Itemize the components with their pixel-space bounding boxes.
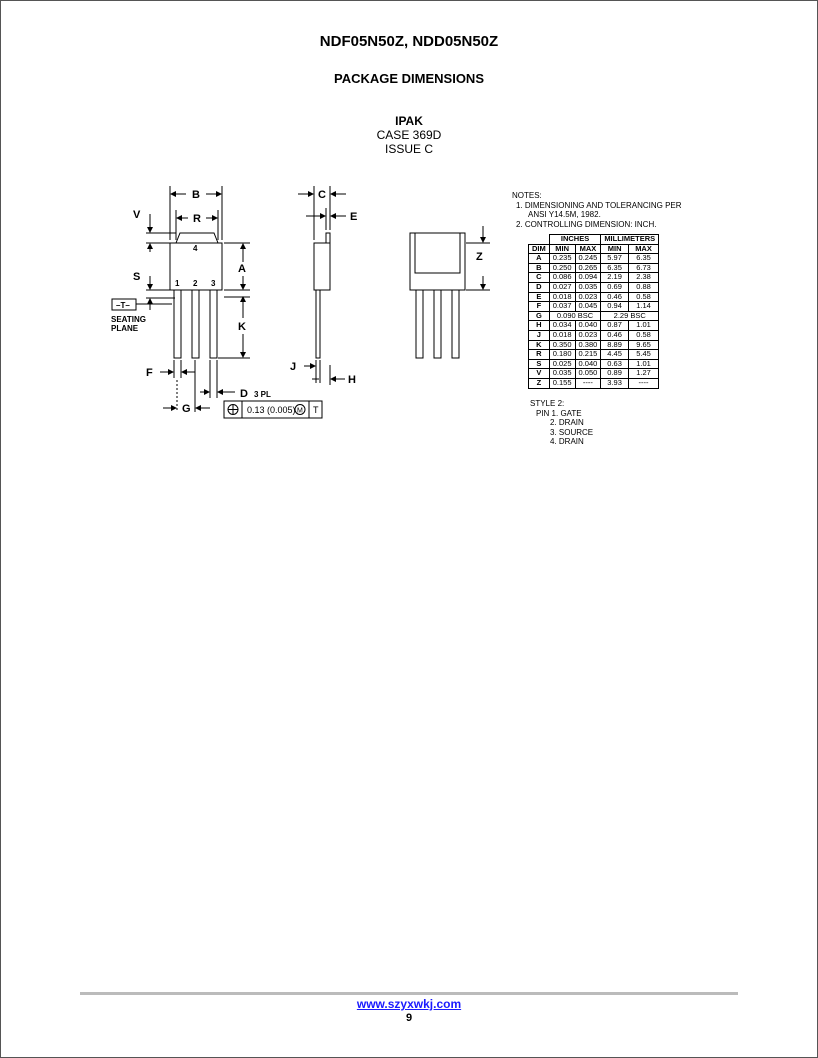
value-cell: 0.87 <box>601 321 629 331</box>
seating-label-2: PLANE <box>111 324 139 333</box>
value-cell: 0.265 <box>575 263 601 273</box>
value-cell: 0.018 <box>549 292 575 302</box>
package-name: IPAK <box>395 114 423 128</box>
style-pin-4: 4. DRAIN <box>550 437 584 446</box>
dim-cell: H <box>529 321 550 331</box>
value-cell: 0.94 <box>601 302 629 312</box>
pin-label-1: 1 <box>175 279 180 288</box>
value-cell: 1.14 <box>628 302 658 312</box>
table-row <box>529 282 659 292</box>
package-issue: ISSUE C <box>384 142 433 156</box>
value-cell: 1.01 <box>628 321 658 331</box>
value-cell: 0.023 <box>575 292 601 302</box>
label-t: –T– <box>116 301 130 310</box>
footer-divider <box>80 992 738 995</box>
table-row <box>529 330 659 340</box>
style-block <box>530 399 593 447</box>
label-f: F <box>146 367 153 379</box>
value-cell: 0.025 <box>549 359 575 369</box>
group-mm: MILLIMETERS <box>601 235 659 245</box>
dim-cell: G <box>529 311 550 321</box>
style-header: STYLE 2: <box>530 399 565 408</box>
value-cell: 2.38 <box>628 273 658 283</box>
dim-cell: C <box>529 273 550 283</box>
lead-2 <box>192 290 199 358</box>
col-mm-max: MAX <box>628 244 658 254</box>
label-z: Z <box>476 251 483 263</box>
style-pin-2: 2. DRAIN <box>550 418 584 427</box>
label-r: R <box>193 213 201 225</box>
side-view-tab <box>326 233 330 243</box>
tolerance-ref: T <box>313 405 319 415</box>
value-cell: 4.45 <box>601 350 629 360</box>
value-cell: 0.46 <box>601 330 629 340</box>
label-k: K <box>238 321 246 333</box>
dim-cell: V <box>529 369 550 379</box>
label-j: J <box>290 361 297 373</box>
group-inches: INCHES <box>549 235 601 245</box>
value-cell: 0.094 <box>575 273 601 283</box>
dim-cell: J <box>529 330 550 340</box>
table-row <box>529 254 659 264</box>
value-cell: 0.155 <box>549 378 575 388</box>
back-view-window <box>415 233 460 273</box>
table-row <box>529 378 659 388</box>
value-cell: 0.023 <box>575 330 601 340</box>
value-cell: 0.63 <box>601 359 629 369</box>
value-cell: 0.250 <box>549 263 575 273</box>
value-cell: 5.45 <box>628 350 658 360</box>
value-cell: 0.215 <box>575 350 601 360</box>
label-v: V <box>133 209 141 221</box>
label-d: D <box>240 388 248 400</box>
label-h: H <box>348 374 356 386</box>
value-cell: 0.040 <box>575 359 601 369</box>
pin-label-2: 2 <box>193 279 198 288</box>
table-row <box>529 321 659 331</box>
lead-1 <box>174 290 181 358</box>
label-c: C <box>318 189 326 201</box>
dim-cell: S <box>529 359 550 369</box>
value-cell: 6.73 <box>628 263 658 273</box>
seating-label-1: SEATING <box>111 315 146 324</box>
value-cell: 0.034 <box>549 321 575 331</box>
value-cell: 0.245 <box>575 254 601 264</box>
dim-cell: E <box>529 292 550 302</box>
value-cell: 2.19 <box>601 273 629 283</box>
back-view-body <box>410 233 465 290</box>
value-cell: 3.93 <box>601 378 629 388</box>
value-cell: ---- <box>628 378 658 388</box>
table-row <box>529 350 659 360</box>
value-cell: 0.035 <box>549 369 575 379</box>
col-in-max: MAX <box>575 244 601 254</box>
part-title: NDF05N50Z, NDD05N50Z <box>319 33 499 50</box>
note-2: 2. CONTROLLING DIMENSION: INCH. <box>516 219 657 229</box>
value-cell: 0.027 <box>549 282 575 292</box>
section-title: PACKAGE DIMENSIONS <box>334 71 484 86</box>
col-mm-min: MIN <box>601 244 629 254</box>
table-row <box>529 369 659 379</box>
style-pin-1: PIN 1. GATE <box>536 408 582 418</box>
value-cell: 0.58 <box>628 330 658 340</box>
value-cell: 0.018 <box>549 330 575 340</box>
side-view-lead <box>316 290 320 358</box>
label-e: E <box>350 211 358 223</box>
value-cell: 0.89 <box>601 369 629 379</box>
value-cell: 0.050 <box>575 369 601 379</box>
dimension-table <box>528 234 659 389</box>
value-cell: 9.65 <box>628 340 658 350</box>
front-view-tab <box>176 233 218 243</box>
package-case: CASE 369D <box>376 128 442 142</box>
label-a: A <box>238 263 246 275</box>
value-cell: 0.380 <box>575 340 601 350</box>
value-cell: 8.89 <box>601 340 629 350</box>
pin-label-4: 4 <box>193 244 198 253</box>
value-cell: 5.97 <box>601 254 629 264</box>
value-cell: 0.58 <box>628 292 658 302</box>
value-cell: 6.35 <box>601 263 629 273</box>
lead-3 <box>210 290 217 358</box>
value-cell: 0.045 <box>575 302 601 312</box>
label-s: S <box>133 271 141 283</box>
col-in-min: MIN <box>549 244 575 254</box>
dim-cell: A <box>529 254 550 264</box>
dim-cell: K <box>529 340 550 350</box>
side-view-body <box>314 243 330 290</box>
col-dim: DIM <box>529 244 550 254</box>
pin-label-3: 3 <box>211 279 216 288</box>
value-cell: 0.350 <box>549 340 575 350</box>
value-cell: 0.037 <box>549 302 575 312</box>
dim-cell: D <box>529 282 550 292</box>
value-cell: 0.090 BSC <box>549 311 601 321</box>
value-cell: 1.01 <box>628 359 658 369</box>
tolerance-m: M <box>297 407 303 415</box>
value-cell: 0.035 <box>575 282 601 292</box>
dim-cell: Z <box>529 378 550 388</box>
value-cell: ---- <box>575 378 601 388</box>
footer-link[interactable]: www.szyxwkj.com <box>356 997 462 1011</box>
package-drawing <box>100 180 510 430</box>
value-cell: 0.086 <box>549 273 575 283</box>
value-cell: 1.27 <box>628 369 658 379</box>
dim-cell: F <box>529 302 550 312</box>
note-1-cont: ANSI Y14.5M, 1982. <box>528 210 601 219</box>
style-pin-3: 3. SOURCE <box>550 427 594 437</box>
label-g: G <box>182 403 191 415</box>
value-cell: 0.88 <box>628 282 658 292</box>
value-cell: 0.040 <box>575 321 601 331</box>
table-row <box>529 302 659 312</box>
value-cell: 2.29 BSC <box>601 311 659 321</box>
page-number: 9 <box>405 1012 413 1024</box>
notes <box>512 191 682 229</box>
value-cell: 0.180 <box>549 350 575 360</box>
value-cell: 0.235 <box>549 254 575 264</box>
value-cell: 0.46 <box>601 292 629 302</box>
value-cell: 0.69 <box>601 282 629 292</box>
label-d-note: 3 PL <box>254 390 271 399</box>
note-1: 1. DIMENSIONING AND TOLERANCING PER <box>516 200 682 210</box>
tolerance-value: 0.13 (0.005) <box>247 405 296 415</box>
dim-cell: R <box>529 350 550 360</box>
notes-header: NOTES: <box>512 191 542 200</box>
label-b: B <box>192 189 200 201</box>
dim-cell: B <box>529 263 550 273</box>
value-cell: 6.35 <box>628 254 658 264</box>
